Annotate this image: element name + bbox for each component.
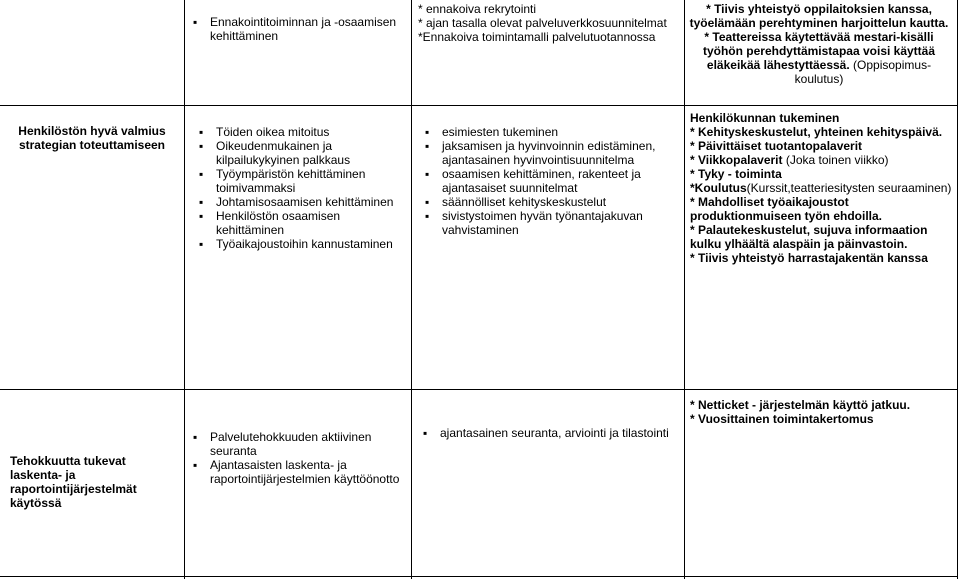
list-item-text: osaamisen kehittäminen, rakenteet ja ajantasaiset suunnitelmat: [442, 167, 641, 195]
list-item: [422, 167, 680, 195]
bullet-icon: ▪: [425, 139, 430, 153]
normal-text: (Oppisopimus-koulutus): [794, 58, 932, 86]
grid-hline-1: [0, 105, 958, 106]
row3-col2-list: [190, 430, 406, 486]
list-item: [422, 209, 680, 237]
list-item: [190, 430, 406, 458]
text-block: [688, 30, 950, 86]
grid-hline-2: [0, 389, 958, 390]
row3-col1-cell: [10, 454, 180, 510]
bullet-icon: ▪: [425, 125, 430, 139]
row2-col3-list: [422, 125, 680, 237]
bullet-icon: ▪: [199, 125, 204, 139]
bullet-icon: ▪: [199, 139, 204, 153]
normal-text: (Joka toinen viikko): [782, 153, 889, 167]
row1-col4-blocks: [688, 2, 950, 86]
bold-text: *Koulutus: [690, 181, 747, 195]
list-item-text: Oikeudenmukainen ja kilpailukykyinen palkkaus: [216, 139, 351, 167]
text-block: [690, 412, 952, 426]
grid-vline-2: [411, 0, 412, 579]
text-block: [690, 398, 952, 412]
row2-col1-cell: [6, 124, 178, 152]
bold-text: * Teattereissa käytettävää mestari-kisälli työhön perehdyttämistapaa voisi käyttää eläkeikää lähestyttäessä.: [702, 30, 936, 72]
list-item-text: Työaikajoustoihin kannustaminen: [216, 237, 393, 251]
bullet-icon: ▪: [193, 430, 198, 444]
row1-col4-cell: [688, 2, 950, 86]
row3-col3-cell: [420, 426, 682, 440]
bold-text: * Tiivis yhteistyö harrastajakentän kanssa: [690, 251, 928, 265]
row2-col4-blocks: [690, 111, 952, 265]
text-block: [688, 2, 950, 30]
bullet-icon: ▪: [193, 15, 198, 29]
row3-col4-cell: [690, 398, 952, 426]
bold-text: * Kehityskeskustelut, yhteinen kehityspäivä.: [690, 125, 943, 139]
grid-vline-3: [684, 0, 685, 579]
list-item: [196, 139, 406, 167]
list-item-text: Ajantasaisten laskenta- ja raportointijärjestelmien käyttöönotto: [210, 458, 400, 486]
row1-col2-cell: [190, 15, 405, 43]
bold-text: * Tyky - toiminta: [690, 167, 782, 181]
bullet-icon: ▪: [425, 167, 430, 181]
grid-vline-1: [184, 0, 185, 579]
row1-col3-cell: [418, 2, 680, 44]
list-item-text: Johtamisosaamisen kehittäminen: [216, 195, 394, 209]
row2-col4-cell: [690, 111, 952, 265]
row2-col3-cell: [422, 125, 680, 237]
row2-col2-list: [196, 125, 406, 251]
list-item: [196, 237, 406, 251]
text-block: [690, 139, 952, 153]
list-item: [190, 458, 406, 486]
bullet-icon: ▪: [425, 209, 430, 223]
row1-col2-list: [190, 15, 405, 43]
list-item: [190, 15, 405, 43]
text-line: * ennakoiva rekrytointi: [418, 2, 537, 16]
bold-text: * Palautekeskustelut, sujuva informaation kulku ylhäältä alaspäin ja päinvastoin.: [690, 223, 928, 251]
list-item-text: esimiesten tukeminen: [442, 125, 559, 139]
text-line: * ajan tasalla olevat palveluverkkosuunnitelmat: [418, 16, 667, 30]
row3-col2-cell: [190, 430, 406, 486]
bold-text: * Netticket - järjestelmän käyttö jatkuu.: [690, 398, 911, 412]
text-block: [690, 153, 952, 167]
bold-text: * Päivittäiset tuotantopalaverit: [690, 139, 863, 153]
list-item-text: sivistystoimen hyvän työnantajakuvan vahvistaminen: [442, 209, 643, 237]
row2-col1-label: Henkilöstön hyvä valmius strategian toteuttamiseen: [18, 124, 166, 152]
bold-text: * Mahdolliset työaikajoustot produktionmuiseen työn ehdoilla.: [690, 195, 883, 223]
bullet-icon: ▪: [199, 195, 204, 209]
bullet-icon: ▪: [423, 426, 428, 440]
bold-text: * Tiivis yhteistyö oppilaitoksien kanssa, työelämään perehtyminen harjoittelun kautta.: [689, 2, 949, 30]
bold-text: * Vuosittainen toimintakertomus: [690, 412, 874, 426]
list-item-text: Töiden oikea mitoitus: [216, 125, 330, 139]
row1-col3-lines: [418, 2, 680, 44]
row3-col1-label: Tehokkuutta tukevat laskenta- ja raportointijärjestelmät käytössä: [10, 454, 137, 510]
text-block: [690, 223, 952, 251]
text-block: [690, 167, 952, 181]
text-line: *Ennakoiva toimintamalli palvelutuotannossa: [418, 30, 656, 44]
bullet-icon: ▪: [199, 237, 204, 251]
text-block: [690, 251, 952, 265]
list-item-text: ajantasainen seuranta, arviointi ja tilastointi: [440, 426, 669, 440]
list-item-text: säännölliset kehityskeskustelut: [442, 195, 607, 209]
list-item: [196, 195, 406, 209]
list-item-text: Henkilöstön osaamisen kehittäminen: [216, 209, 341, 237]
row3-col4-blocks: [690, 398, 952, 426]
text-block: [690, 195, 952, 223]
grid-hline-3: [0, 576, 958, 577]
list-item: [196, 209, 406, 237]
bullet-icon: ▪: [199, 209, 204, 223]
bullet-icon: ▪: [199, 167, 204, 181]
text-block: [690, 181, 952, 195]
list-item: [420, 426, 682, 440]
row3-col3-list: [420, 426, 682, 440]
text-block: [690, 111, 952, 125]
list-item: [196, 125, 406, 139]
row2-col2-cell: [196, 125, 406, 251]
normal-text: (Kurssit,teatteriesitysten seuraaminen): [746, 181, 952, 195]
list-item-text: jaksamisen ja hyvinvoinnin edistäminen, ajantasainen hyvinvointisuunnitelma: [442, 139, 656, 167]
list-item: [422, 195, 680, 209]
list-item: [422, 139, 680, 167]
bold-text: Henkilökunnan tukeminen: [690, 111, 840, 125]
bullet-icon: ▪: [425, 195, 430, 209]
bold-text: * Viikkopalaverit: [690, 153, 783, 167]
list-item-text: Palvelutehokkuuden aktiivinen seuranta: [210, 430, 372, 458]
list-item-text: Työympäristön kehittäminen toimivammaksi: [216, 167, 366, 195]
text-block: [690, 125, 952, 139]
list-item: [422, 125, 680, 139]
grid-vline-4: [957, 0, 958, 579]
bullet-icon: ▪: [193, 458, 198, 472]
list-item-text: Ennakointitoiminnan ja -osaamisen kehittäminen: [210, 15, 397, 43]
list-item: [196, 167, 406, 195]
